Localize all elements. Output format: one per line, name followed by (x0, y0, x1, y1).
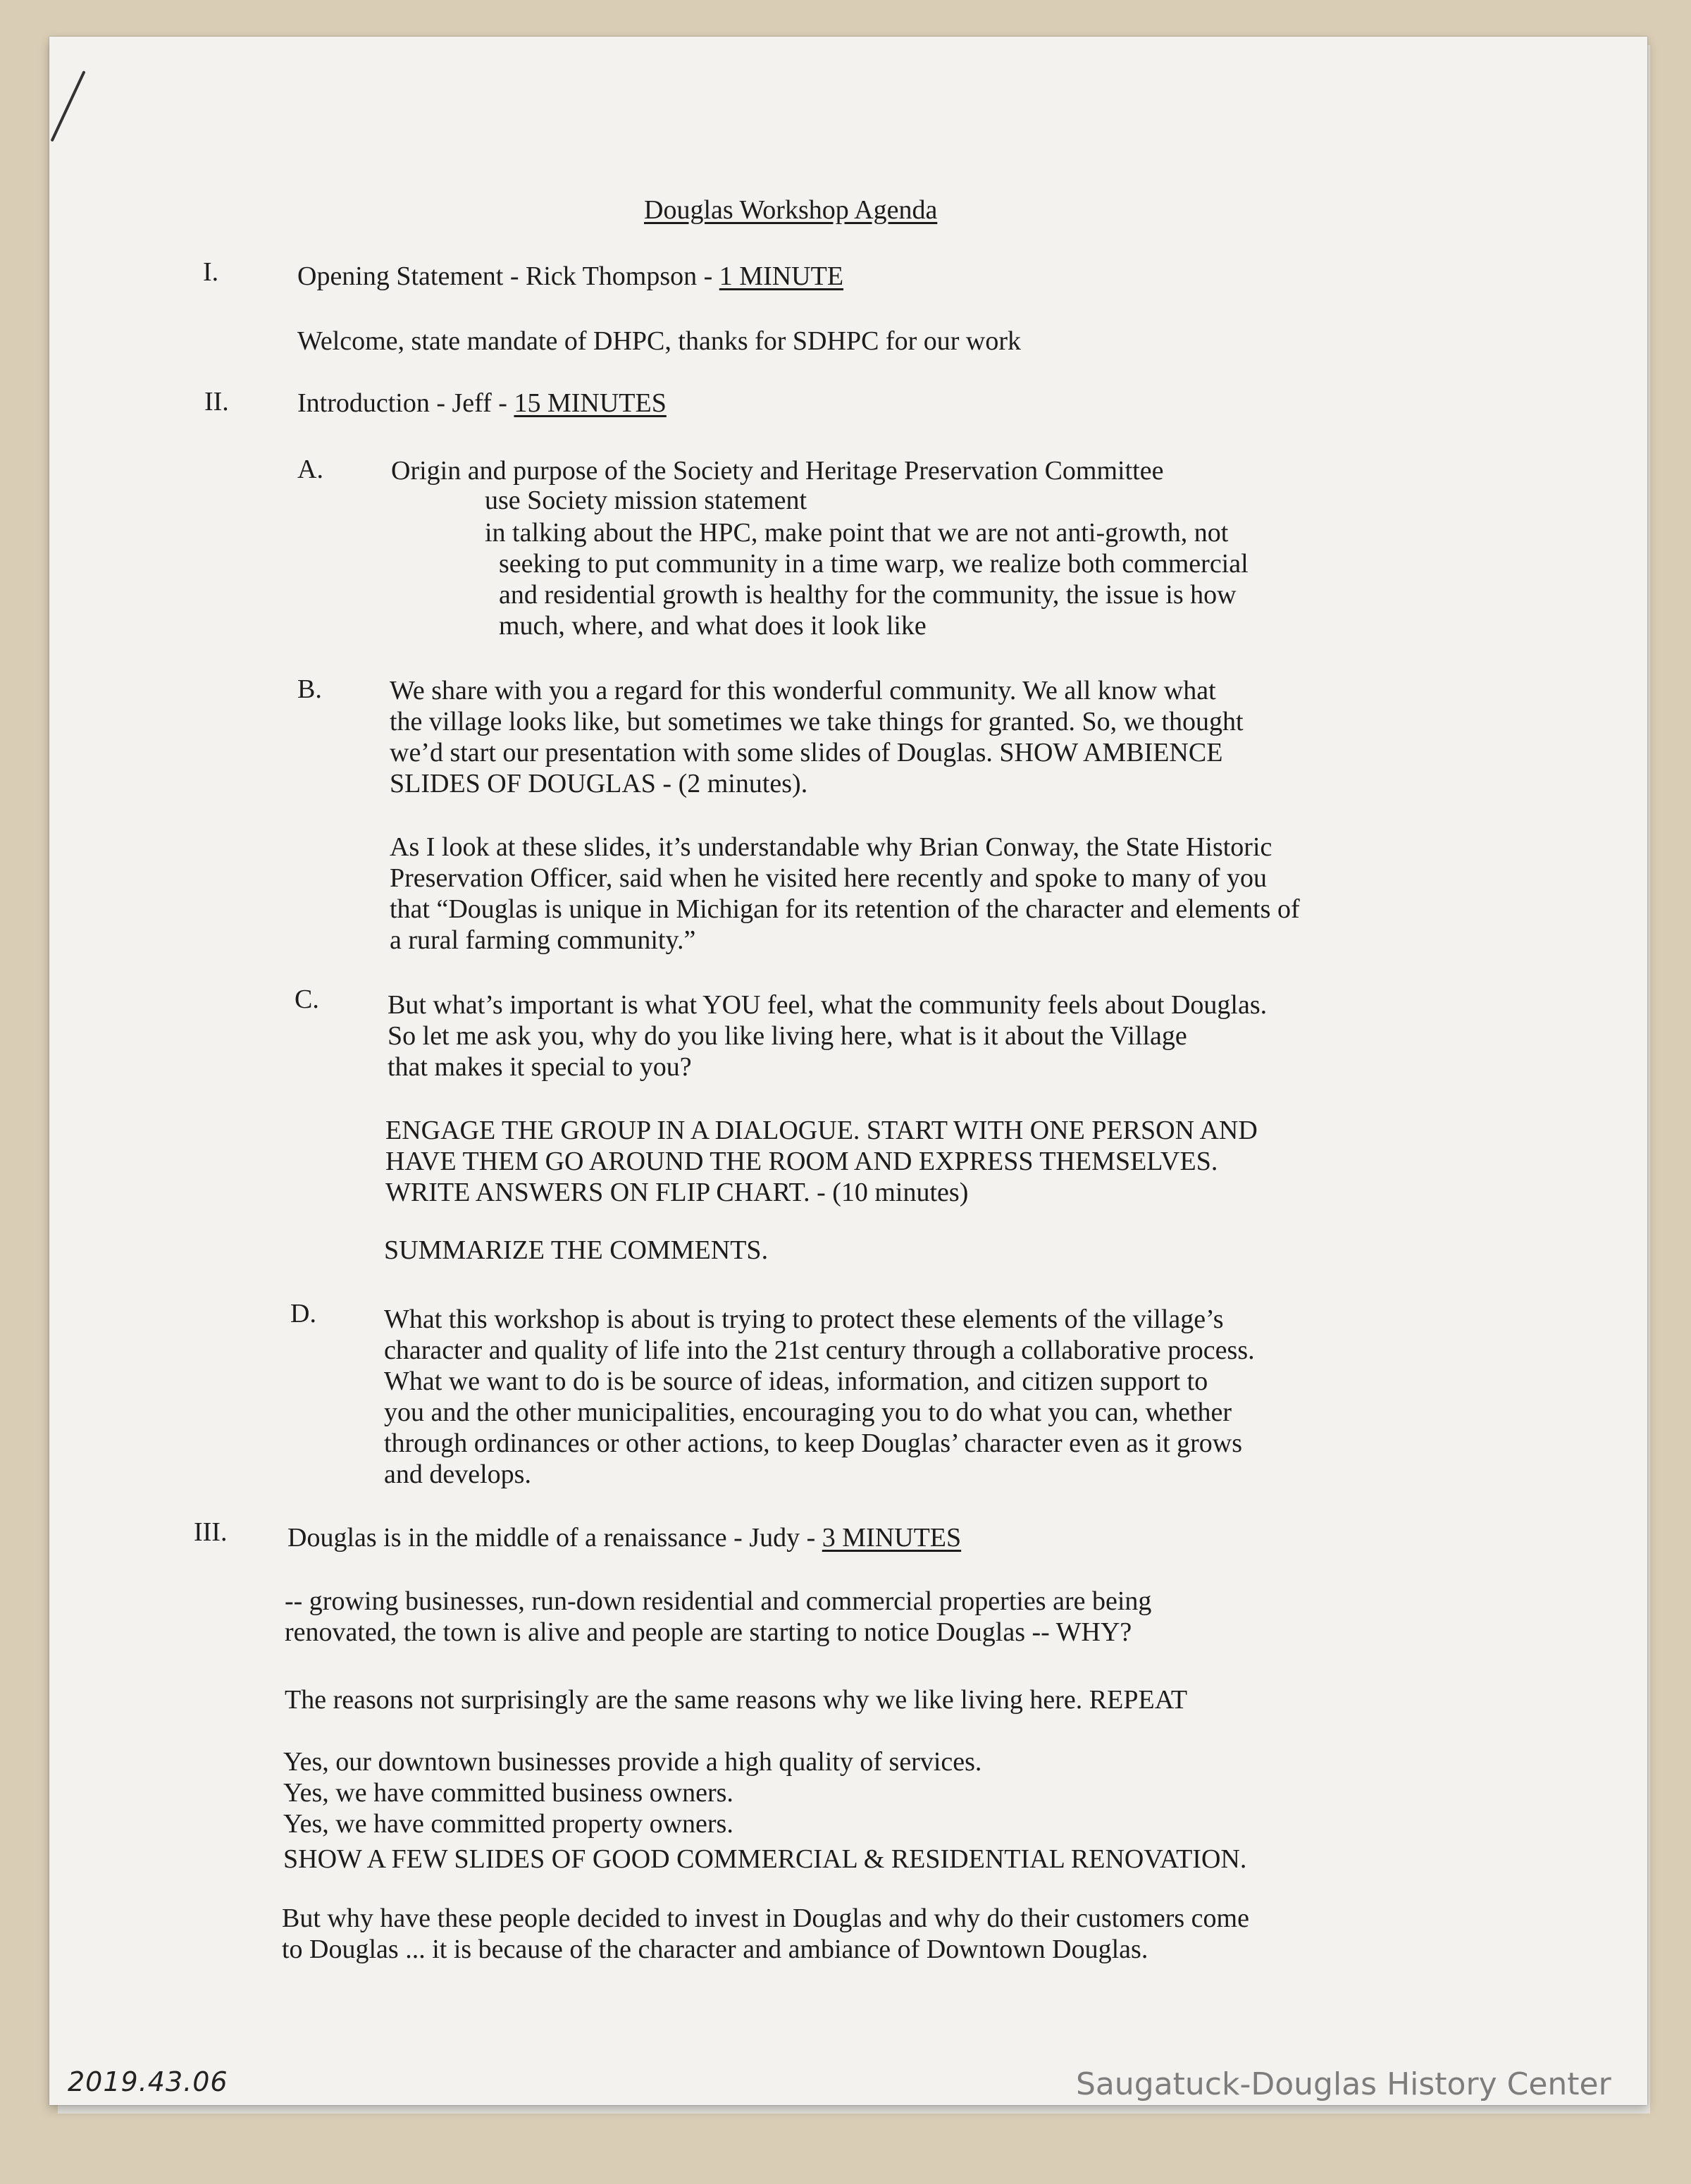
item-c-line: HAVE THEM GO AROUND THE ROOM AND EXPRESS THEMSELVES. (385, 1147, 1218, 1176)
section-3-time: 3 MINUTES (822, 1523, 962, 1553)
section-1-body: Welcome, state mandate of DHPC, thanks for SDHPC for our work (297, 326, 1021, 356)
section-3-numeral: III. (194, 1517, 228, 1547)
item-b-line: SLIDES OF DOUGLAS - (2 minutes). (390, 769, 808, 798)
item-b-line: that “Douglas is unique in Michigan for its retention of the character and elements of (390, 894, 1300, 924)
section-3-paragraph-line: Yes, we have committed property owners. (283, 1809, 733, 1839)
item-d-line: What this workshop is about is trying to protect these elements of the village’s (384, 1304, 1224, 1334)
item-a-line: Origin and purpose of the Society and Heritage Preservation Committee (391, 456, 1164, 486)
item-b-line: Preservation Officer, said when he visited here recently and spoke to many of you (390, 863, 1268, 893)
item-d-line: character and quality of life into the 21st century through a collaborative process. (384, 1335, 1255, 1365)
item-b-line: we’d start our presentation with some slides of Douglas. SHOW AMBIENCE (390, 738, 1223, 767)
section-2-heading (297, 388, 667, 419)
section-2-heading-text: Introduction - Jeff - (297, 388, 514, 418)
section-2-time: 15 MINUTES (514, 388, 667, 418)
item-a-line: and residential growth is healthy for the community, the issue is how (499, 580, 1237, 610)
item-d-line: What we want to do is be source of ideas, information, and citizen support to (384, 1366, 1208, 1396)
section-3-paragraph-line: -- growing businesses, run-down residential and commercial properties are being (285, 1586, 1152, 1616)
section-1-numeral: I. (203, 257, 219, 287)
item-c-letter: C. (295, 985, 319, 1014)
item-d-line: you and the other municipalities, encouraging you to do what you can, whether (384, 1398, 1232, 1427)
section-3-paragraph-line: But why have these people decided to invest in Douglas and why do their customers come (282, 1904, 1249, 1933)
section-2-numeral: II. (204, 387, 229, 417)
section-3-paragraph-line: The reasons not surprisingly are the same reasons why we like living here. REPEAT (285, 1685, 1188, 1715)
section-3-paragraph-line: Yes, we have committed business owners. (283, 1778, 733, 1808)
item-b-line: We share with you a regard for this wonderful community. We all know what (390, 676, 1216, 705)
item-b-line: the village looks like, but sometimes we take things for granted. So, we thought (390, 707, 1244, 736)
item-b-line: a rural farming community.” (390, 925, 696, 955)
section-3-paragraph-line: renovated, the town is alive and people are starting to notice Douglas -- WHY? (285, 1617, 1132, 1647)
item-b-line: As I look at these slides, it’s understandable why Brian Conway, the State Historic (390, 832, 1272, 862)
archive-watermark: Saugatuck-Douglas History Center (1076, 2066, 1611, 2102)
section-3-heading-text: Douglas is in the middle of a renaissance - Judy - (287, 1523, 822, 1553)
section-1-heading-text: Opening Statement - Rick Thompson - (297, 261, 719, 291)
item-d-line: and develops. (384, 1460, 531, 1489)
section-1-heading (297, 261, 843, 292)
item-c-line: ENGAGE THE GROUP IN A DIALOGUE. START WITH ONE PERSON AND (385, 1116, 1258, 1145)
item-a-line: in talking about the HPC, make point that we are not anti-growth, not (485, 518, 1229, 548)
section-3-paragraph-line: Yes, our downtown businesses provide a high quality of services. (283, 1747, 982, 1777)
item-a-line: much, where, and what does it look like (499, 611, 927, 641)
item-c-line: WRITE ANSWERS ON FLIP CHART. - (10 minutes) (385, 1178, 969, 1207)
item-b-letter: B. (297, 674, 322, 704)
item-d-letter: D. (290, 1299, 316, 1328)
item-d-line: through ordinances or other actions, to keep Douglas’ character even as it grows (384, 1429, 1243, 1458)
accession-number: 2019.43.06 (68, 2066, 228, 2097)
document-title: Douglas Workshop Agenda (644, 195, 938, 225)
item-a-letter: A. (297, 455, 323, 484)
item-a-line: use Society mission statement (485, 486, 807, 515)
section-3-paragraph-line: to Douglas ... it is because of the character and ambiance of Downtown Douglas. (282, 1935, 1148, 1964)
item-c-summary: SUMMARIZE THE COMMENTS. (384, 1235, 769, 1265)
item-c-line: But what’s important is what YOU feel, what the community feels about Douglas. (388, 990, 1268, 1020)
item-c-line: that makes it special to you? (388, 1052, 692, 1082)
item-a-line: seeking to put community in a time warp, we realize both commercial (499, 549, 1249, 579)
section-3-heading (287, 1522, 961, 1553)
item-c-line: So let me ask you, why do you like living here, what is it about the Village (388, 1021, 1187, 1051)
section-1-time: 1 MINUTE (719, 261, 844, 291)
section-3-paragraph-line: SHOW A FEW SLIDES OF GOOD COMMERCIAL & RESIDENTIAL RENOVATION. (283, 1844, 1247, 1874)
